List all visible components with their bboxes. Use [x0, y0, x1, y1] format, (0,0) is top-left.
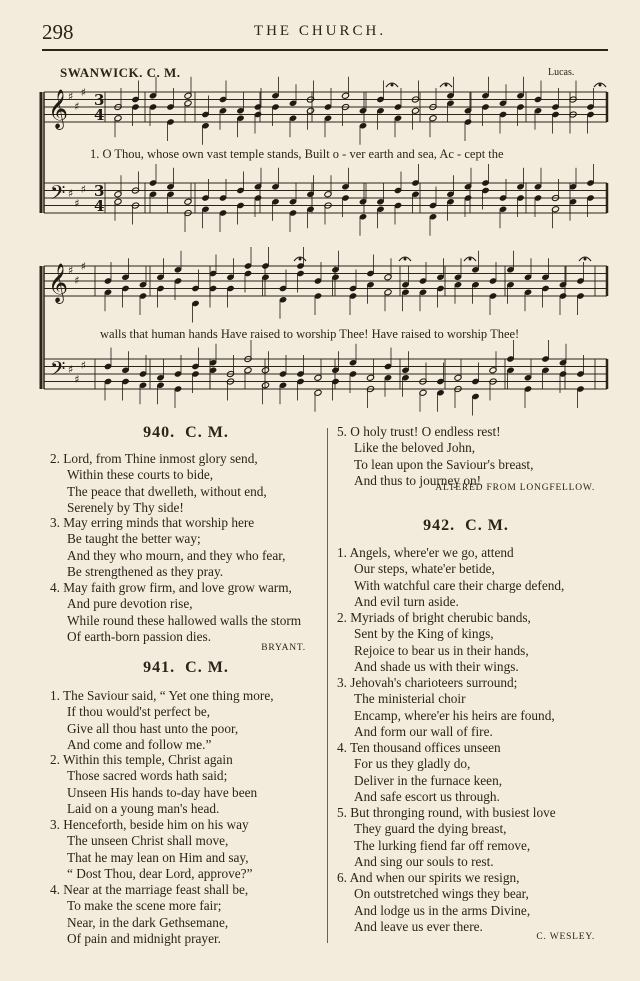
verse-line: Encamp, where'er his heirs are found, [354, 707, 555, 723]
music-notes [104, 77, 606, 416]
verse-line: Like the beloved John, [354, 440, 476, 456]
hymn-942-heading [337, 517, 595, 535]
verse-line: Unseen His hands to-day have been [67, 784, 258, 800]
hymn-942-stanza-1 [337, 545, 595, 610]
verse-line: 1. Angels, where'er we go, attend [337, 545, 514, 560]
hymn-940-number: 940. [143, 424, 176, 441]
verse-line: With watchful care their charge defend, [354, 577, 565, 593]
verse-line: For us they gladly do, [354, 756, 471, 772]
sharp-icon: ♯ [68, 90, 74, 103]
verse-line: Those sacred words hath said; [67, 768, 228, 784]
sharp-icon: ♯ [80, 260, 86, 273]
hymn-942-stanza-4 [337, 740, 595, 805]
hymn-941-stanza-1 [50, 688, 322, 753]
treble-clef-icon: 𝄞 [48, 263, 69, 303]
hymn-942-meter: C. M. [465, 517, 509, 534]
verse-line: And pure devotion rise, [67, 596, 193, 612]
verse-line: 6. And when our spirits we resign, [337, 870, 520, 885]
time-signature: 3 [94, 91, 105, 109]
hymn-941-number: 941. [143, 659, 176, 676]
sharp-icon: ♯ [80, 86, 86, 99]
lyric-line-1: 1. O Thou, whose own vast temple stands, Built o - ver earth and sea, Ac - cept the [90, 147, 504, 161]
hymn-940-stanza-4 [50, 580, 322, 645]
verse-line: 2. Within this temple, Christ again [50, 752, 233, 767]
verse-line: To make the scene more fair; [67, 898, 222, 914]
hymn-941-stanza-2 [50, 752, 322, 817]
sharp-icon: ♯ [68, 264, 74, 277]
verse-line: Give all thou hast unto the poor, [67, 720, 239, 736]
verse-line: Of pain and midnight prayer. [67, 930, 221, 946]
sharp-icon: ♯ [74, 100, 80, 113]
hymn-941-attribution: ALTERED FROM LONGFELLOW. [435, 483, 595, 493]
verse-line: And safe escort us through. [354, 788, 500, 804]
verse-line: Our steps, whate'er betide, [354, 561, 495, 577]
verse-line: 2. Myriads of bright cherubic bands, [337, 610, 531, 625]
hymn-940-stanza-2 [50, 451, 322, 516]
fermata-dot [391, 84, 393, 86]
sharp-icon: ♯ [80, 183, 86, 196]
sharp-icon: ♯ [74, 373, 80, 386]
verse-line: And thus to journey on! [354, 472, 482, 488]
verse-line: Near, in the dark Gethsemane, [67, 914, 229, 930]
sharp-icon: ♯ [74, 197, 80, 210]
hymn-942-stanza-6 [337, 870, 595, 935]
running-title: THE CHURCH. [253, 23, 387, 39]
bass-clef-icon: 𝄢 [50, 181, 66, 209]
verse-line: If thou would'st perfect be, [67, 704, 211, 720]
treble-clef-icon: 𝄞 [48, 89, 69, 129]
column-divider [327, 428, 328, 943]
hymn-942-number: 942. [423, 517, 456, 534]
hymn-942-stanza-2 [337, 610, 595, 675]
page-number: 298 [42, 20, 74, 44]
verse-line: And evil turn aside. [354, 593, 459, 609]
hymn-941-meter: C. M. [185, 659, 229, 676]
tune-composer: Lucas. [548, 67, 575, 78]
music-score [0, 0, 640, 420]
sharp-icon: ♯ [68, 187, 74, 200]
hymn-942-stanza-5 [337, 805, 595, 870]
tune-name: SWANWICK. C. M. [60, 65, 181, 80]
verse-line: And come and follow me.” [67, 736, 212, 752]
verse-line: “ Dost Thou, dear Lord, approve?” [67, 865, 253, 881]
verse-line: And shade us with their wings. [354, 658, 519, 674]
fermata-dot [584, 258, 586, 260]
verse-line: 4. Ten thousand offices unseen [337, 740, 501, 755]
verse-line: Deliver in the furnace keen, [354, 772, 503, 788]
verse-line: And sing our souls to rest. [354, 853, 494, 869]
verse-line: On outstretched wings they bear, [354, 886, 529, 902]
sharp-icon: ♯ [74, 274, 80, 287]
verse-line: 4. Near at the marriage feast shall be, [50, 882, 249, 897]
verse-line: Sent by the King of kings, [354, 626, 494, 642]
hymn-941-heading [50, 659, 322, 677]
verse-line: And lodge us in the arms Divine, [354, 902, 531, 918]
hymn-942-stanza-3 [337, 675, 595, 740]
verse-line: 2. Lord, from Thine inmost glory send, [50, 451, 258, 466]
hymn-940-stanza-3 [50, 515, 322, 580]
verse-line: And form our wall of fire. [354, 723, 493, 739]
verse-line: Serenely by Thy side! [67, 499, 184, 515]
sharp-icon: ♯ [80, 359, 86, 372]
hymn-940-heading [50, 424, 322, 442]
fermata-dot [445, 84, 447, 86]
time-signature: 4 [94, 197, 105, 215]
verse-line: The peace that dwelleth, without end, [67, 483, 267, 499]
sharp-icon: ♯ [68, 363, 74, 376]
verse-line: While round these hallowed walls the storm [67, 612, 302, 628]
verse-line: Be taught the better way; [67, 531, 201, 547]
verse-line: The unseen Christ shall move, [67, 833, 229, 849]
verse-line: The ministerial choir [354, 691, 466, 707]
fermata-dot [469, 258, 471, 260]
hymn-941-stanza-4 [50, 882, 322, 947]
verse-line: Laid on a young man's head. [67, 800, 220, 816]
verse-line: 3. Henceforth, beside him on his way [50, 817, 249, 832]
music-glyphs [48, 86, 104, 386]
verse-line: 3. May erring minds that worship here [50, 515, 255, 530]
verse-line: The lurking fiend far off remove, [354, 837, 531, 853]
time-signature: 3 [94, 182, 105, 200]
hymn-940-attribution: BRYANT. [261, 643, 306, 653]
verse-line: 3. Jehovah's charioteers surround; [337, 675, 518, 690]
verse-line: Be strengthened as they pray. [67, 563, 224, 579]
staff-lines [41, 92, 607, 389]
hymn-941-stanza-3 [50, 817, 322, 882]
verse-line: And they who mourn, and they who fear, [67, 547, 286, 563]
verse-line: To lean upon the Saviour's breast, [354, 456, 534, 472]
verse-line: 5. But thronging round, with busiest love [337, 805, 556, 820]
verse-line: Rejoice to bear us in their hands, [354, 642, 529, 658]
bass-clef-icon: 𝄢 [50, 357, 66, 385]
hymn-942-attribution: C. WESLEY. [536, 932, 595, 942]
verse-line: They guard the dying breast, [354, 821, 507, 837]
verse-line: 1. The Saviour said, “ Yet one thing more, [50, 688, 274, 703]
hymn-940-meter: C. M. [185, 424, 229, 441]
hymn-941-stanza-5 [337, 424, 595, 489]
verse-line: Within these courts to bide, [67, 467, 214, 483]
verse-line: 4. May faith grow firm, and love grow warm, [50, 580, 292, 595]
lyric-line-2: walls that human hands Have raised to worship Thee! Have raised to worship Thee! [100, 327, 520, 341]
verse-line: Of earth-born passion dies. [67, 628, 212, 644]
verse-line: And leave us ever there. [354, 918, 483, 934]
fermata-dot [599, 84, 601, 86]
verse-line: That he may lean on Him and say, [67, 849, 249, 865]
verse-line: 5. O holy trust! O endless rest! [337, 424, 501, 439]
time-signature: 4 [94, 106, 105, 124]
fermata-dot [404, 258, 406, 260]
fermata-dot [299, 258, 301, 260]
